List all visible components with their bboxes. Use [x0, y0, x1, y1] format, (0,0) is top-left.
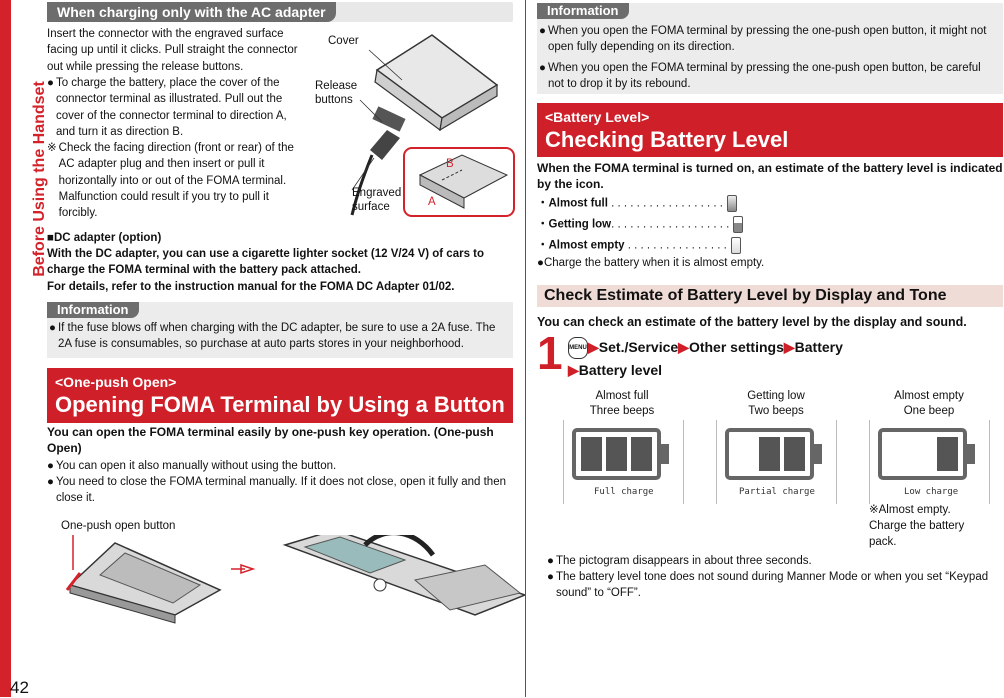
bullet-icon: ● [47, 77, 54, 89]
info-right-item-2 [537, 56, 1003, 93]
check-bullet-2 [547, 569, 997, 602]
panel-partial-charge [716, 420, 837, 504]
fig-label-engraved-surface: Engraved surface [352, 187, 402, 213]
low-charge-label: Low charge [904, 487, 959, 497]
panel-full-charge [563, 420, 684, 504]
battery-low-icon [733, 216, 743, 233]
panel-full-line2: Three beeps [589, 405, 655, 417]
ac-bullet-1 [47, 75, 309, 140]
page-number: 42 [10, 678, 29, 697]
level-dots: . . . . . . . . . . . . . . . . . . . [611, 218, 730, 231]
panel-partial-caption [726, 389, 826, 419]
ac-adapter-figure [312, 30, 517, 220]
info-label-right: Information [537, 3, 629, 19]
panel-low-line2: One beep [903, 405, 955, 417]
ac-note-1-text: Check the facing direction (front or rear) of the AC adapter plug and then insert or pull it horizontally into or out of the FOMA terminal. Malfunction could result if you try to pull it forcibly. [58, 142, 294, 220]
level-label: ・Almost empty [537, 239, 625, 252]
info-left-item [47, 318, 513, 353]
info-right-text-1: When you open the FOMA terminal by pressing the one-push open button, it might not open fully depending on its direction. [547, 25, 987, 54]
one-push-bullet-1-text: You can open it also manually without using the button. [55, 460, 337, 472]
path-battery-level: Battery level [578, 362, 663, 379]
dc-text: With the DC adapter, you can use a cigarette lighter socket (12 V/24 V) of cars to charge the FOMA terminal with the battery pack attached. [47, 248, 485, 277]
battery-level-almost-full [537, 195, 797, 212]
one-push-bullet-1 [47, 458, 513, 474]
arrow-icon: ▶ [568, 362, 579, 379]
step-1-instructions [568, 336, 998, 381]
panel-low-line1: Almost empty [894, 390, 964, 402]
info-right-text-2: When you open the FOMA terminal by pressing the one-push open button, be careful not to drop it by its rebound. [547, 61, 981, 90]
ac-adapter-heading-bar [47, 2, 513, 22]
battery-title-block [537, 103, 1003, 157]
battery-empty-icon [731, 237, 741, 254]
column-divider [525, 0, 526, 697]
info-left-text: If the fuse blows off when charging with the DC adapter, be sure to use a 2A fuse. The 2A fuse is consumables, so purchase at auto parts stores in your neighborhood. [57, 322, 496, 351]
one-push-fig-label: One-push open button [61, 520, 176, 532]
bullet-icon: ● [547, 555, 554, 567]
check-bullet-1 [547, 553, 997, 569]
bullet-icon: ● [547, 571, 554, 583]
arrow-icon: ▶ [678, 339, 689, 355]
fig-label-release-buttons: Release buttons [315, 80, 358, 106]
bullet-icon: ● [537, 257, 544, 269]
path-set-service: Set./Service [598, 339, 679, 355]
panel-partial-line1: Getting low [747, 390, 805, 402]
one-push-figure [55, 535, 525, 625]
fig-label-cover: Cover [328, 35, 359, 47]
one-push-small-title: <One-push Open> [55, 374, 177, 390]
step-number: 1 [537, 327, 563, 379]
one-push-title-block [47, 368, 513, 423]
battery-lead: When the FOMA terminal is turned on, an estimate of the battery level is indicated by the icon. [537, 161, 1003, 192]
battery-level-almost-empty [537, 237, 797, 254]
bullet-icon: ● [47, 476, 54, 488]
path-other-settings: Other settings [688, 339, 784, 355]
one-push-bullet-2 [47, 474, 513, 507]
dc-text-2: For details, refer to the instruction manual for the FOMA DC Adapter 01/02. [47, 281, 455, 293]
check-bullet-2-text: The battery level tone does not sound during Manner Mode or when you set “Keypad sound” to “OFF”. [555, 571, 989, 600]
full-charge-label: Full charge [594, 487, 654, 497]
panel-full-caption [572, 389, 672, 419]
panel-low-caption [879, 389, 979, 419]
fig-label-a: A [428, 196, 436, 208]
ac-intro: Insert the connector with the engraved surface facing up until it clicks. Pull straight the connector out while pressing the release buttons. [47, 28, 298, 73]
info-label-left: Information [47, 302, 139, 318]
check-estimate-heading-bar [537, 285, 1003, 307]
battery-charge-note [537, 255, 1003, 271]
level-label: ・Almost full [537, 197, 608, 210]
check-lead: You can check an estimate of the battery level by the display and sound. [537, 315, 967, 329]
ac-bullet-1-text: To charge the battery, place the cover of the connector terminal as illustrated. Pull out the cover of the connector terminal to direction A, and turn it as direction B. [55, 77, 287, 138]
check-estimate-heading: Check Estimate of Battery Level by Display and Tone [544, 287, 947, 304]
battery-level-getting-low [537, 216, 797, 233]
ac-adapter-heading: When charging only with the AC adapter [47, 2, 336, 22]
one-push-lead: You can open the FOMA terminal easily by one-push key operation. (One-push Open) [47, 425, 494, 456]
check-bullet-1-text: The pictogram disappears in about three seconds. [555, 555, 812, 567]
panel-full-line1: Almost full [595, 390, 649, 402]
arrow-icon: ▶ [588, 339, 599, 355]
almost-empty-note: ※Almost empty. Charge the battery pack. [869, 504, 965, 548]
battery-small-title: <Battery Level> [545, 109, 650, 125]
level-label: ・Getting low [537, 218, 612, 231]
panel-low-charge [869, 420, 990, 504]
level-dots: . . . . . . . . . . . . . . . . . . [607, 197, 723, 210]
bullet-icon: ● [49, 322, 56, 334]
battery-full-icon [727, 195, 737, 212]
one-push-bullet-2-text: You need to close the FOMA terminal manually. If it does not close, open it fully and then close it. [55, 476, 506, 505]
partial-charge-label: Partial charge [739, 487, 815, 497]
one-push-big-title: Opening FOMA Terminal by Using a Button [55, 392, 505, 417]
bullet-icon: ● [539, 61, 546, 74]
panel-partial-line2: Two beeps [748, 405, 804, 417]
bullet-icon: ● [539, 25, 546, 37]
path-battery: Battery [794, 339, 843, 355]
note-mark: ※ [47, 142, 57, 154]
menu-key-icon: MENU [568, 337, 588, 359]
fig-label-b: B [446, 158, 454, 170]
bullet-icon: ● [47, 460, 54, 472]
info-box-right [537, 3, 1003, 94]
side-section-title: Before Using the Handset [31, 81, 48, 277]
level-dots: . . . . . . . . . . . . . . . . [624, 239, 727, 252]
info-box-left [47, 302, 513, 358]
battery-charge-note-text: Charge the battery when it is almost empty. [543, 257, 765, 269]
dc-heading: ■DC adapter (option) [47, 232, 162, 244]
arrow-icon: ▶ [783, 339, 795, 355]
side-tab-bar [0, 0, 11, 697]
ac-note-1 [47, 140, 309, 221]
info-right-item-1 [537, 19, 1003, 56]
battery-big-title: Checking Battery Level [545, 127, 789, 152]
